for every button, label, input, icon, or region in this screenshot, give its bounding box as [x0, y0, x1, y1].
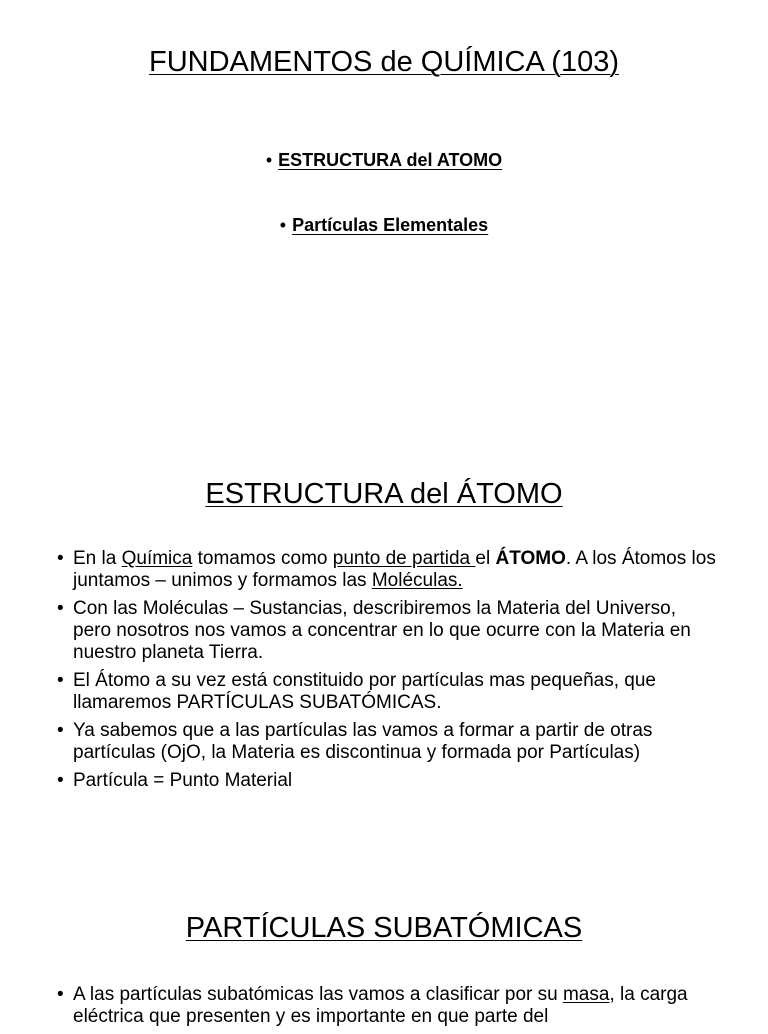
slide2-bullet-1: • En la Química tomamos como punto de partida el ÁTOMO. A los Átomos los juntamos – unimos y formamos las Moléculas.: [57, 548, 717, 592]
slide2-bullet-3: • El Átomo a su vez está constituido por partículas mas pequeñas, que llamaremos PARTÍCULAS SUBATÓMICAS.: [57, 670, 717, 714]
slide1-bullet-estructura: [0, 150, 768, 171]
slide2-bullet-5: • Partícula = Punto Material: [57, 770, 717, 792]
slide3-title: PARTÍCULAS SUBATÓMICAS: [185, 912, 583, 944]
slide2-bullet-list: [57, 548, 717, 798]
bullet-dot: •: [265, 150, 273, 170]
bullet-text: ESTRUCTURA del ATOMO: [278, 150, 503, 170]
slide2-title: ESTRUCTURA del ÁTOMO: [205, 478, 563, 510]
slide2-bullet-2: • Con las Moléculas – Sustancias, describiremos la Materia del Universo, pero nosotros nos vamos a concentrar en lo que ocurre con la Materia en nuestro planeta Tierra.: [57, 598, 717, 664]
slide3-bullet-list: [57, 984, 717, 1034]
bullet-text: Partículas Elementales: [292, 215, 489, 235]
slide1-bullet-particulas: [0, 215, 768, 236]
slide1-title: FUNDAMENTOS de QUÍMICA (103): [148, 46, 619, 78]
bullet-dot: •: [279, 215, 287, 235]
slide3-bullet-1: • A las partículas subatómicas las vamos a clasificar por su masa, la carga eléctrica que presenten y es importante en que parte del: [57, 984, 717, 1028]
slide2-bullet-4: • Ya sabemos que a las partículas las vamos a formar a partir de otras partículas (OjO, la Materia es discontinua y formada por Partículas): [57, 720, 717, 764]
